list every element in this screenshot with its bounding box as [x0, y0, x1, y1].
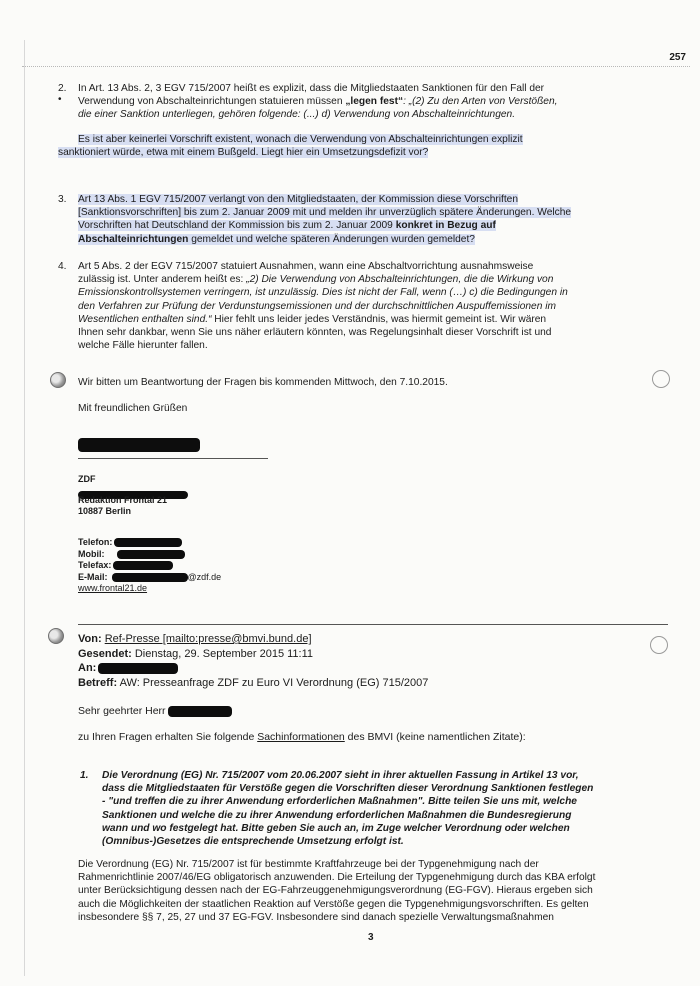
text-line: Verwendung von Abschalteinrichtungen statuieren müssen „legen fest“: „(2) Zu den Arten von Verstößen, — [78, 96, 558, 108]
text-line: Emissionskontrollsystemen verringern, ist unzulässig. Dies ist nicht der Fall, wenn (…) c) die Bedingungen in — [78, 287, 568, 299]
text-line: die einer Sanktion unterliegen, gehören folgende: (...) d) Verwendung von Abschalteinrichtungen. — [78, 109, 516, 121]
page-number-top: 257 — [669, 52, 686, 63]
email-row: E-Mail: @zdf.de — [78, 571, 222, 582]
email-separator — [78, 624, 668, 625]
website-link[interactable]: www.frontal21.de — [78, 583, 148, 593]
sent-row: Gesendet: Dienstag, 29. September 2015 11:11 — [78, 647, 314, 660]
question-number: 3. — [58, 194, 67, 205]
question-2 — [58, 82, 678, 122]
phone-row: Telefon: — [78, 537, 378, 549]
text-line: [Sanktionsvorschriften] bis zum 2. Januar 2009 mit und melden ihr unverzüglich spätere Änderungen. Welche — [78, 207, 572, 219]
closing-request: Wir bitten um Beantwortung der Fragen bis kommenden Mittwoch, den 7.10.2015. — [78, 377, 448, 388]
salutation: Sehr geehrter Herr — [78, 705, 678, 718]
redacted-name — [78, 436, 200, 454]
text-line: In Art. 13 Abs. 2, 3 EGV 715/2007 heißt es explizit, dass die Mitgliedstaaten Sanktionen für den Fall der — [78, 83, 545, 94]
punch-hole-icon — [650, 636, 668, 654]
text-line: Abschalteinrichtungen gemeldet und welche späteren Änderungen wurden gemeldet? — [78, 233, 475, 245]
signature-org: ZDF — [78, 474, 96, 484]
punch-hole-icon — [48, 628, 64, 644]
text-line: - "und treffen die zu ihrer Anwendung erforderlichen Maßnahmen". Bitte teilen Sie uns mit, welche — [102, 796, 577, 808]
text-line: insbesondere §§ 7, 25, 27 und 37 EG-FGV. Insbesondere sind danach spezielle Verwaltungsmaßnahmen — [78, 911, 554, 923]
text-line: Die Verordnung (EG) Nr. 715/2007 vom 20.06.2007 sieht in ihrer aktuellen Fassung in Artikel 13 vor, — [102, 770, 579, 781]
question-2-followup — [58, 133, 678, 159]
punch-hole-icon — [50, 372, 66, 388]
signature-line — [78, 458, 268, 459]
reply-intro: zu Ihren Fragen erhalten Sie folgende Sachinformationen des BMVI (keine namentlichen Zitate): — [78, 731, 526, 743]
text-line: Ihnen sehr dankbar, wenn Sie uns näher erläutern könnten, was Regelungsinhalt dieser Vorschrift ist und — [78, 327, 552, 339]
text-line: (Omnibus-)Gesetzes die entsprechende Umsetzung erfolgt ist. — [102, 836, 404, 848]
reply-question-1 — [80, 769, 682, 848]
text-line: Rahmenrichtlinie 2007/46/EG obligatorisch anzuwenden. Die Erteilung der Typgenehmigung durch das KBA erfolgt — [78, 872, 596, 884]
text-line: auch die Möglichkeiten der staatlichen Reaktion auf Verstöße gegen die Typgenehmigungsvorschriften. Es gelten — [78, 898, 589, 910]
question-number: 2. — [58, 83, 67, 94]
text-line: unter Berücksichtigung dessen nach der EG-Fahrzeuggenehmigungsverordnung (EG-FGV). Hieraus ergeben sich — [78, 885, 593, 897]
question-number: 1. — [80, 770, 89, 781]
subject-row: Betreff: AW: Presseanfrage ZDF zu Euro VI Verordnung (EG) 715/2007 — [78, 676, 429, 689]
signature-city: 10887 Berlin — [78, 506, 132, 516]
text-line: Vorschriften hat Deutschland der Kommission bis zum 2. Januar 2009 konkret in Bezug auf — [78, 220, 496, 232]
text-line: Art 13 Abs. 1 EGV 715/2007 verlangt von den Mitgliedstaaten, der Kommission diese Vorschriften — [78, 194, 519, 205]
margin-mark: • — [58, 94, 62, 105]
scan-edge-line — [24, 40, 25, 976]
top-dotted-line — [22, 66, 690, 67]
text-line: wann und wo festgelegt hat. Bitte geben Sie auch an, im Zuge welcher Verordnung oder welchen — [102, 822, 570, 834]
text-line: Es ist aber keinerlei Vorschrift existent, wonach die Verwendung von Abschalteinrichtungen explizit — [78, 134, 523, 145]
question-4 — [58, 260, 678, 352]
question-number: 4. — [58, 261, 67, 272]
text-line: Wesentlichen enthalten sind.“ Hier fehlt uns leider jedes Verständnis, was hiermit gemeint ist. Wir wären — [78, 313, 547, 325]
page-number-bottom: 3 — [368, 932, 374, 943]
fax-row: Telefax: — [78, 560, 378, 572]
text-line: sanktioniert würde, etwa mit einem Bußgeld. Liegt hier ein Umsetzungsdefizit vor? — [58, 147, 429, 159]
text-line: dass die Mitgliedstaaten für Verstöße gegen die Vorschriften dieser Verordnung Sanktionen festlegen — [102, 783, 594, 795]
email-header — [78, 632, 638, 690]
text-line: welche Fälle hierunter fallen. — [78, 340, 208, 352]
contact-block — [78, 537, 378, 595]
from-row: Von: Ref-Presse [mailto:presse@bmvi.bund.de] — [78, 633, 312, 645]
text-line: den Verfahren zur Prüfung der Verdunstungsemissionen und der durchschnittlichen Auspuffemissionen im — [78, 300, 556, 312]
mobile-row: Mobil: — [78, 549, 378, 561]
question-3 — [58, 193, 678, 246]
text-line: zulässig ist. Unter anderem heißt es: „2) Die Verwendung von Abschalteinrichtungen, die die Wirkung von — [78, 274, 554, 286]
closing-greeting: Mit freundlichen Grüßen — [78, 403, 188, 414]
signature-dept: Redaktion Frontal 21 — [78, 495, 168, 505]
to-row: An: — [78, 661, 638, 676]
reply-answer — [78, 858, 688, 924]
text-line: Sanktionen und welche die zu ihrer Anwendung erforderlichen Maßnahmen die Bundesregierung — [102, 809, 572, 821]
text-line: Die Verordnung (EG) Nr. 715/2007 ist für bestimmte Kraftfahrzeuge bei der Typgenehmigung nach der — [78, 859, 539, 870]
text-line: Art 5 Abs. 2 der EGV 715/2007 statuiert Ausnahmen, wann eine Abschaltvorrichtung ausnahmsweise — [78, 261, 534, 272]
